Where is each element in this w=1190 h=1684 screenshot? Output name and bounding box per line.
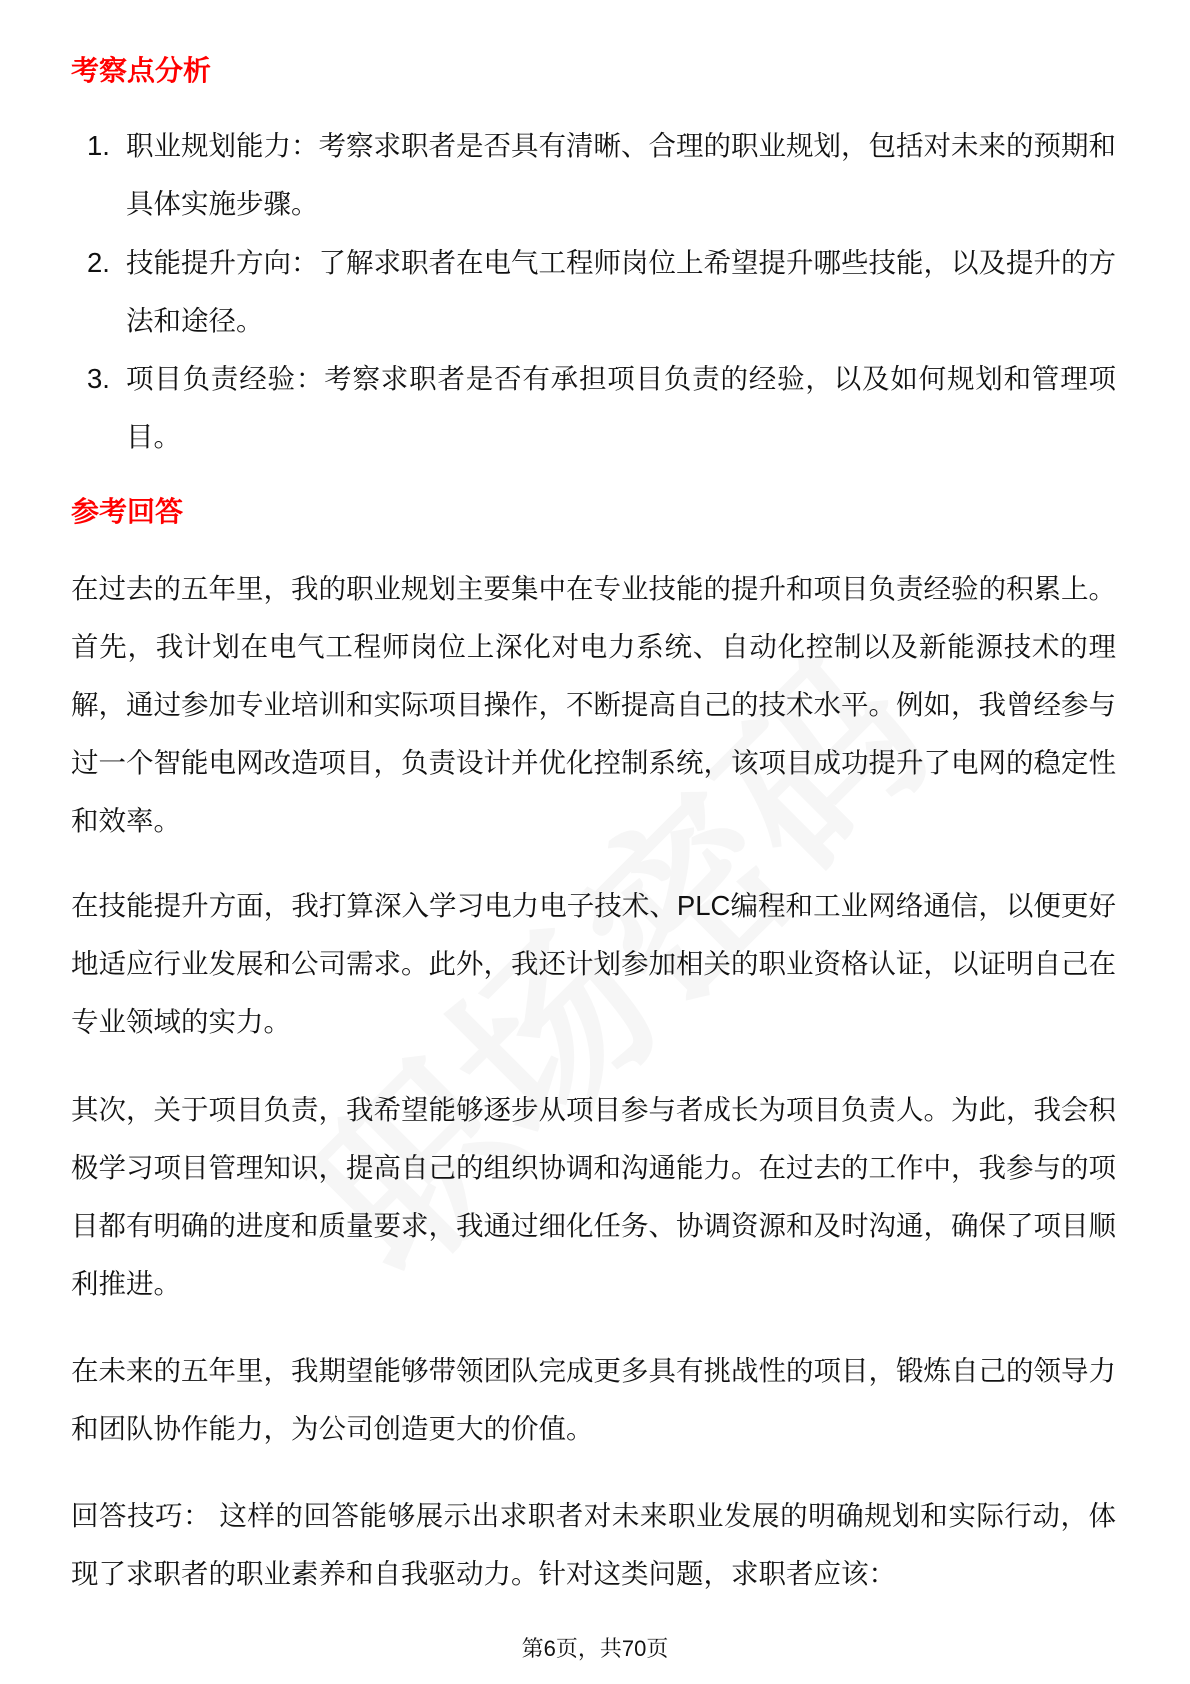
page-number: 第6页，共70页: [521, 1636, 669, 1661]
answer-paragraph: 在未来的五年里，我期望能够带领团队完成更多具有挑战性的项目，锻炼自己的领导力和团队协作能力，为公司创造更大的价值。: [71, 1355, 1116, 1444]
list-number: 1.: [87, 130, 110, 161]
section-heading-analysis: 考察点分析: [71, 55, 212, 86]
list-text: 项目负责经验：考察求职者是否有承担项目负责的经验，以及如何规划和管理项目。: [126, 363, 1116, 452]
list-number: 2.: [87, 247, 110, 278]
list-item: [71, 234, 1116, 350]
list-item: [71, 117, 1116, 233]
list-item: [71, 350, 1116, 466]
answer-paragraph: 在技能提升方面，我打算深入学习电力电子技术、PLC编程和工业网络通信，以便更好地适应行业发展和公司需求。此外，我还计划参加相关的职业资格认证，以证明自己在专业领域的实力。: [71, 890, 1116, 1037]
list-text: 职业规划能力：考察求职者是否具有清晰、合理的职业规划，包括对未来的预期和具体实施步骤。: [126, 130, 1116, 219]
list-text: 技能提升方向：了解求职者在电气工程师岗位上希望提升哪些技能，以及提升的方法和途径。: [126, 247, 1116, 336]
answer-tips-paragraph: 回答技巧： 这样的回答能够展示出求职者对未来职业发展的明确规划和实际行动，体现了求职者的职业素养和自我驱动力。针对这类问题，求职者应该：: [71, 1500, 1116, 1589]
list-number: 3.: [87, 363, 110, 394]
answer-paragraph: 其次，关于项目负责，我希望能够逐步从项目参与者成长为项目负责人。为此，我会积极学习项目管理知识，提高自己的组织协调和沟通能力。在过去的工作中，我参与的项目都有明确的进度和质量要求，我通过细化任务、协调资源和及时沟通，确保了项目顺利推进。: [71, 1094, 1116, 1299]
section-heading-answer: 参考回答: [71, 496, 184, 527]
answer-paragraph: 在过去的五年里，我的职业规划主要集中在专业技能的提升和项目负责经验的积累上。首先，我计划在电气工程师岗位上深化对电力系统、自动化控制以及新能源技术的理解，通过参加专业培训和实际项目操作，不断提高自己的技术水平。例如，我曾经参与过一个智能电网改造项目，负责设计并优化控制系统，该项目成功提升了电网的稳定性和效率。: [71, 573, 1116, 836]
